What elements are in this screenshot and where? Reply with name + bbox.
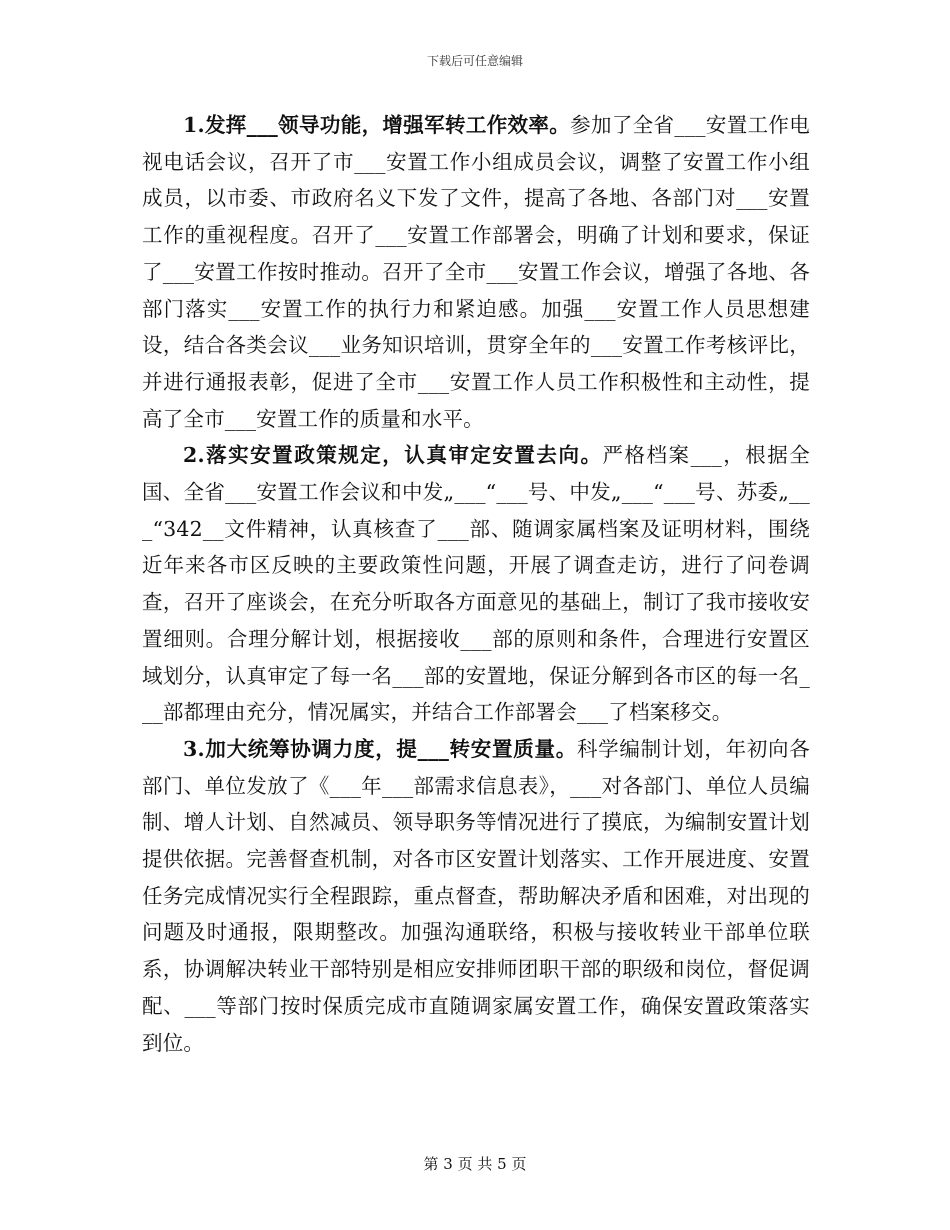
paragraph-2-text: 严格档案___，根据全国、全省___安置工作会议和中发„___“___号、中发„___“___号、苏委„___“342__文件精神，认真核查了___部、随调家属档案及证明材料，围绕近年来各市区反映的主要政策性问题，开展了调查走访，进行了问卷调查，召开了座谈会，在充分听取各方面意见的基础上，制订了我市接收安置细则。合理分解计划，根据接收___部的原则和条件，合理进行安置区域划分，认真审定了每一名___部的安置地，保证分解到各市区的每一名___部都理由充分，情况属实，并结合工作部署会___了档案移交。 [142, 443, 810, 725]
paragraph-1 [142, 107, 810, 437]
paragraph-1-heading: 1.发挥___领导功能，增强军转工作效率。 [183, 113, 571, 137]
paragraph-2-heading: 2.落实安置政策规定，认真审定安置去向。 [183, 443, 603, 468]
paragraph-2 [142, 437, 810, 731]
paragraph-1-text: 参加了全省___安置工作电视电话会议，召开了市___安置工作小组成员会议，调整了安置工作小组成员，以市委、市政府名义下发了文件，提高了各地、各部门对___安置工作的重视程度。召开了___安置工作部署会，明确了计划和要求，保证了___安置工作按时推动。召开了全市___安置工作会议，增强了各地、各部门落实___安置工作的执行力和紧迫感。加强___安置工作人员思想建设，结合各类会议___业务知识培训，贯穿全年的___安置工作考核评比，并进行通报表彰，促进了全市___安置工作人员工作积极性和主动性，提高了全市___安置工作的质量和水平。 [142, 113, 810, 431]
page-header: 下载后可任意编辑 [426, 54, 523, 68]
paragraph-3-text: 科学编制计划，年初向各部门、单位发放了《___年___部需求信息表》，___对各部门、单位人员编制、增人计划、自然减员、领导职务等情况进行了摸底，为编制安置计划提供依据。完善督查机制，对各市区安置计划落实、工作开展进度、安置任务完成情况实行全程跟踪，重点督查，帮助解决矛盾和困难，对出现的问题及时通报，限期整改。加强沟通联络，积极与接收转业干部单位联系，协调解决转业干部特别是相应安排师团职干部的职级和岗位，督促调配、___等部门按时保质完成市直随调家属安置工作，确保安置政策落实到位。 [142, 736, 810, 1055]
paragraph-3-heading: 3.加大统筹协调力度，提___转安置质量。 [183, 736, 577, 761]
document-body [142, 107, 810, 1061]
page-footer: 第 3 页 共 5 页 [423, 1155, 527, 1173]
paragraph-3 [142, 731, 810, 1061]
